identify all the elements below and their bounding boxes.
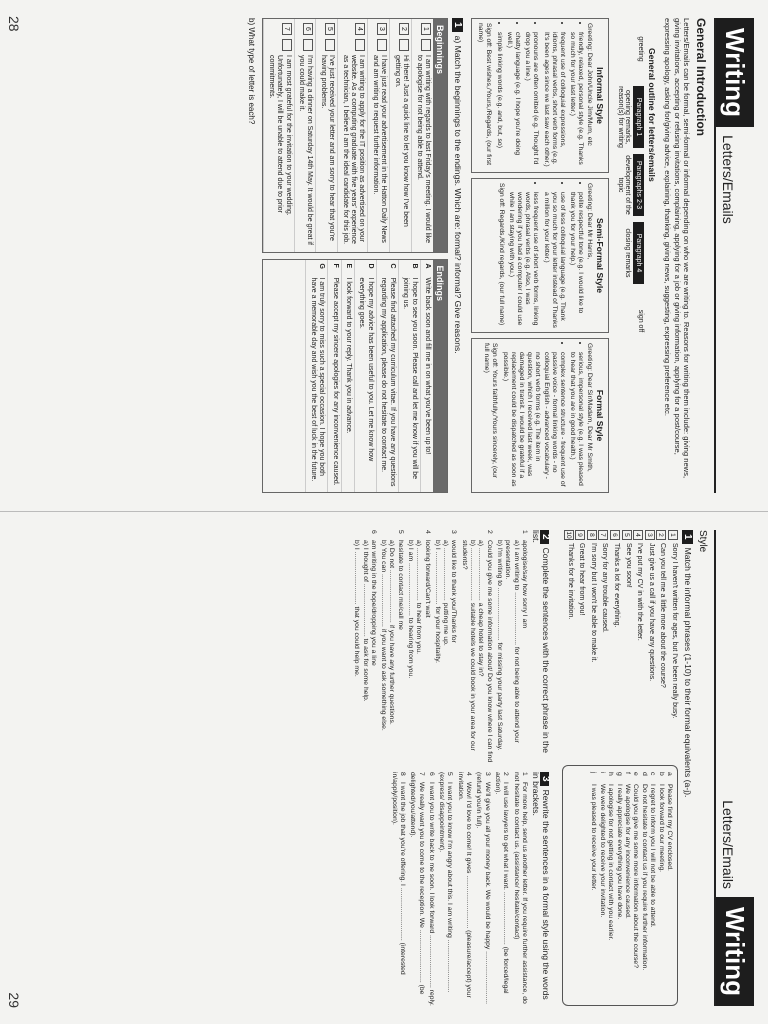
style-point: • serious, impersonal style (e.g. I was pleased to hear that you are in good health.) xyxy=(568,352,584,488)
equivalent-text: I really appreciate everything you have done. xyxy=(615,784,623,920)
exercise-2 xyxy=(350,530,554,764)
equivalent-item xyxy=(589,772,597,999)
style-points xyxy=(494,23,584,168)
equivalent-item xyxy=(639,772,647,999)
exercise-3 xyxy=(350,772,554,1006)
rewrite-task[interactable] xyxy=(493,772,510,1006)
equivalent-item xyxy=(614,772,622,999)
style-greeting: Greeting: Dear Sir/Madam, Dear Mr Smith, xyxy=(585,343,593,472)
outline-text: development of the topic xyxy=(616,155,631,215)
equivalent-letter: j xyxy=(590,772,598,774)
task-prompt: looking forward/Can't wait xyxy=(423,540,431,618)
style-point: • simple linking words (e.g. and, but, so) xyxy=(494,32,502,168)
exercise-number: 2 xyxy=(540,530,549,544)
exercise-1b-question: b) What type of letter is each? xyxy=(247,18,257,125)
phrase-item xyxy=(645,530,655,757)
completion-task xyxy=(495,530,528,764)
task-number: 5 xyxy=(396,530,404,534)
phrase-number[interactable]: 10 xyxy=(564,531,572,539)
task-number: 6 xyxy=(369,530,377,534)
style-point: • polite respectful tone (e.g. I would like to thank you for your help.) xyxy=(568,192,584,328)
rewrite-task[interactable] xyxy=(474,772,491,1006)
item-letter: C xyxy=(388,263,396,269)
task-number: 4 xyxy=(465,772,473,776)
rewrite-task[interactable] xyxy=(427,772,435,1006)
task-sentence-a[interactable]: a) ............................ to hear from you. xyxy=(415,540,423,655)
task-text: I want you to know I'm angry about this. I am writing ............................ (express/ disappointment). xyxy=(438,772,454,993)
item-letter: B xyxy=(410,263,418,269)
task-sentence-b[interactable]: b) I'm writing to ............................ for missing your party last Saturday. xyxy=(495,540,503,751)
outline-arrow: Paragraph 1 xyxy=(633,86,644,148)
equivalent-letter: e xyxy=(632,772,640,776)
intro-text: Letters/Emails can be formal, semi-formal or informal depending on who we are writing to. Reasons for writing them include: giving news, giving invitations, accepting or refusing invitations, complaining, applying for a job or giving information, applying for a post/course, expressing apology, asking for/giving advice, explaining, thanking, giving news, suggesting, expressing preference etc. xyxy=(663,18,691,479)
phrase-number[interactable]: 3 xyxy=(645,530,655,540)
equivalent-text: I regret to inform you I will not be able to attend. xyxy=(649,784,657,928)
exercise-number: 3 xyxy=(540,772,549,786)
answer-box[interactable] xyxy=(282,39,292,51)
exercise-instruction: a) Match the beginnings to the endings. Which are: formal? informal? Give reasons. xyxy=(452,35,463,354)
style-point: • less frequent use of short verb forms, linking words, phrasal verbs (e.g. Also, I was wondering if you had a computer I could use while I am staying with you.) xyxy=(507,192,540,328)
ending-item xyxy=(376,260,398,493)
task-prompt: am writing in the hope/dropping you a line xyxy=(369,540,377,666)
equivalent-text: Could you give me some more information about the course? xyxy=(632,784,640,968)
style-greeting: Greeting: Dear Mr Harris, xyxy=(585,183,593,260)
exercises-2-3 xyxy=(350,530,554,1006)
beginnings-header: Beginnings xyxy=(433,19,447,252)
answer-box[interactable] xyxy=(377,39,387,51)
equivalent-letter: i xyxy=(598,772,606,774)
section-badge: Writing xyxy=(716,18,754,127)
equivalent-letter: a xyxy=(666,772,673,776)
answer-box[interactable] xyxy=(356,39,366,51)
exercise-number: 1 xyxy=(682,530,693,544)
task-prompt: Could you give me some information about/ Do you know where I can find xyxy=(485,540,493,763)
phrase-item xyxy=(633,530,643,757)
task-sentence-b[interactable]: b) You can ............................ if you want to ask something else. xyxy=(380,540,388,731)
task-number: 6 xyxy=(427,772,435,776)
phrase-item xyxy=(610,530,620,757)
style-point: • frequent use of colloquial expressions, idioms, phrasal verbs, short verb forms (e.g. It's been ages since we last saw each other.) xyxy=(541,32,566,168)
phrase-text: Just give us a call if you have any questions. xyxy=(647,543,655,682)
style-title: Semi-Formal Style xyxy=(594,218,605,293)
style-points xyxy=(500,343,584,488)
task-number: 5 xyxy=(446,772,454,776)
equivalent-item xyxy=(648,772,656,999)
beginning-item xyxy=(263,19,293,252)
style-points xyxy=(507,183,585,328)
task-prompt: apologise/say how sorry I am xyxy=(520,540,528,629)
equivalent-text: Please find my CV enclosed. xyxy=(666,784,673,871)
item-number: 3 xyxy=(377,23,387,35)
endings-column xyxy=(262,259,448,494)
equivalent-text: I look forward to our meeting. xyxy=(657,784,665,873)
style-title: Informal Style xyxy=(594,67,605,124)
task-sentence-a[interactable]: a) I am writing to ............................ for not being able to attend your presentation. xyxy=(504,540,520,743)
beginning-item xyxy=(315,19,337,252)
task-number: 2 xyxy=(485,530,493,534)
phrase-number[interactable]: 7 xyxy=(598,530,608,540)
style-point: • chatty language (e.g. I hope you're doing well.) xyxy=(505,32,521,168)
task-number: 2 xyxy=(502,772,510,776)
exercise-2-heading xyxy=(532,530,550,764)
task-sentence-a[interactable]: a) Do not ............................ if you have any further questions. xyxy=(388,540,396,725)
page-number: 28 xyxy=(6,16,22,32)
phrase-number[interactable]: 1 xyxy=(668,530,678,540)
equivalent-item xyxy=(597,772,605,999)
task-text: For more help, send us another letter. If you require further assistance, do not hesitate to contact us. (assistance/ hesitate/contact) xyxy=(512,772,528,1004)
task-text: I will use lawyers to get what I want. ............................ (be forced/legal action). xyxy=(493,772,510,994)
item-number: 4 xyxy=(356,23,366,35)
item-text: I'm having a dinner on Saturday 14th May. It would be great if you could make it. xyxy=(298,55,314,245)
matching-exercise xyxy=(262,18,448,493)
phrase-item xyxy=(622,530,632,757)
item-number: 5 xyxy=(325,23,335,35)
rewrite-task[interactable] xyxy=(437,772,454,1006)
rewrite-task[interactable] xyxy=(408,772,425,1006)
formal-equivalents-box xyxy=(562,765,678,1006)
phrase-text: Great to hear from you! xyxy=(578,543,586,616)
task-number: 3 xyxy=(483,772,491,776)
task-text: We really want you to come to the reception. We ............................ (be delighted/you/attend). xyxy=(409,772,425,995)
style-point: • pronouns are often omitted (e.g. Thought I'd drop you a line.) xyxy=(523,32,539,168)
outline-text: closing remarks xyxy=(623,228,631,278)
outline-cell xyxy=(624,222,644,284)
ending-item xyxy=(327,260,340,493)
phrase-text: Thanks a lot for everything. xyxy=(613,543,621,628)
endings-header: Endings xyxy=(433,260,447,493)
outline-arrow: Paragraph 4 xyxy=(633,222,644,284)
phrase-item xyxy=(598,530,608,757)
phrase-number[interactable]: 2 xyxy=(656,530,666,540)
beginnings-column xyxy=(262,18,448,253)
item-letter: F xyxy=(331,263,339,268)
rewrite-task[interactable] xyxy=(456,772,473,1006)
task-text: Wow! I'd love to come! It gives ............................ (pleasure/accept) your invitation. xyxy=(456,772,473,998)
phrase-number[interactable]: 9 xyxy=(575,530,585,540)
section-badge: Writing xyxy=(716,897,754,1006)
item-text: I am writing to apply for the IT position as advertised on your website. As a computing graduate with five years' experience as a technician, I believe I am the ideal candidate for this job. xyxy=(341,55,366,245)
equivalent-text: We apologise for any inconvenience caused. xyxy=(623,784,631,919)
beginning-item xyxy=(294,19,316,252)
style-point: • use of less colloquial language (e.g. Thank you so much for your letter instead of Thanks a million for your letter.) xyxy=(541,192,566,328)
phrase-number[interactable]: 5 xyxy=(622,530,632,540)
outline-title: General outline for letters/emails xyxy=(646,48,657,182)
completion-task xyxy=(379,530,404,764)
completion-task xyxy=(433,530,458,764)
equivalent-item xyxy=(623,772,631,999)
item-letter: D xyxy=(366,263,374,269)
phrase-text: Sorry for any trouble caused. xyxy=(601,543,609,633)
phrase-text: Thanks for the invitation. xyxy=(566,543,574,620)
informal-style-box xyxy=(471,18,609,173)
task-sentence-b[interactable]: b) ............................ suitable hotels we could book in your area for our students? xyxy=(460,540,477,751)
equivalent-item xyxy=(656,772,664,999)
item-text: Hi there! Just a quick line to let you know how I've been getting on. xyxy=(393,55,410,227)
task-sentence-a[interactable]: a) ............................ putting me up. xyxy=(442,540,450,646)
phrase-number[interactable]: 8 xyxy=(587,530,597,540)
exercise-1-heading xyxy=(452,18,463,493)
completion-task xyxy=(460,530,493,764)
phrase-number[interactable]: 4 xyxy=(633,530,643,540)
task-sentence-a[interactable]: a) ............................ a cheap hotel to stay in? xyxy=(477,540,485,677)
phrase-item xyxy=(564,530,574,757)
outline-text: greeting xyxy=(636,36,644,62)
style-signoff: Sign off: Best wishes,/Yours,/Regards, (our first name) xyxy=(477,23,493,166)
task-number: 4 xyxy=(423,530,431,534)
style-greeting: Greeting: Dear John/Uncle Jim/Mum, etc xyxy=(585,23,593,146)
item-text: I hope to see you soon. Please call and let me know if you will be joining us. xyxy=(402,277,418,480)
outline-text: sign off xyxy=(636,309,644,333)
rewrite-task[interactable] xyxy=(511,772,528,1006)
style-signoff: Sign off: Yours faithfully,/Yours sincerely, (our full name) xyxy=(483,343,499,479)
beginning-item xyxy=(368,19,390,252)
item-number: 2 xyxy=(399,23,409,35)
task-number: 1 xyxy=(520,772,528,776)
outline-cell xyxy=(637,290,644,352)
outline-arrow: Paragraphs 2-3 xyxy=(633,154,644,216)
ending-item xyxy=(341,260,354,493)
task-sentence-b[interactable]: b) I ............................ for your hospitality. xyxy=(433,540,441,664)
equivalent-text: I apologise for not getting in contact with you earlier. xyxy=(607,784,615,941)
equivalent-letter: d xyxy=(640,772,648,776)
answer-box[interactable] xyxy=(325,39,335,51)
phrase-text: I've put my CV in with the letter. xyxy=(636,543,644,641)
answer-box[interactable] xyxy=(421,39,431,51)
page-29 xyxy=(0,512,768,1024)
exercise-number: 1 xyxy=(452,18,463,32)
equivalent-text: I was pleased to receive your letter. xyxy=(590,784,598,891)
exercise-3-heading xyxy=(532,772,550,1006)
answer-box[interactable] xyxy=(303,39,313,51)
style-comparison xyxy=(471,18,609,493)
phrase-text: Sorry I haven't written for ages, but I've been really busy. xyxy=(671,543,678,719)
style-point: • friendly, relaxed, personal style (e.g. Thanks so much for your last letter.) xyxy=(568,32,584,168)
phrase-item xyxy=(668,530,678,757)
item-text: I hope my advice has been useful to you. Let me know how everything goes. xyxy=(358,277,374,462)
phrase-text: I'm sorry but I won't be able to make it. xyxy=(589,543,597,663)
style-heading: Style xyxy=(697,530,708,553)
exercise-instruction: Rewrite the sentences in a formal style using the words in brackets. xyxy=(531,772,552,1000)
beginning-item xyxy=(411,19,433,252)
item-text: Write back soon and fill me in on what you've been up to! xyxy=(423,277,431,455)
formal-style-box xyxy=(471,338,609,493)
rewrite-task[interactable] xyxy=(389,772,406,1006)
task-sentence-b[interactable]: b) I ............................ that you could help me. xyxy=(353,540,361,677)
item-text: I am writing with regards to last Friday's meeting. I would like to apologise for not being able to attend. xyxy=(415,55,431,244)
equivalent-letter: h xyxy=(607,772,615,776)
section-title: Letters/Emails xyxy=(720,135,736,224)
outline-cell xyxy=(617,86,644,148)
outline-text: opening remarks, reason(s) for writing xyxy=(616,86,631,148)
exercise-1-heading xyxy=(682,530,693,1006)
task-sentence-a[interactable]: a) I thought of ............................ to ask for some help. xyxy=(361,540,369,702)
completion-task xyxy=(406,530,431,764)
task-number: 1 xyxy=(520,530,528,534)
exercise-instruction: Match the informal phrases (1-10) to their formal equivalents (a-j). xyxy=(683,547,693,798)
phrase-text: See you soon! xyxy=(624,543,632,588)
ending-item xyxy=(305,260,327,493)
equivalent-item xyxy=(665,772,673,999)
item-letter: E xyxy=(345,263,353,269)
item-text: I have just read your advertisement in the Hatton Daily News and am writing to request further information. xyxy=(371,55,388,243)
task-text: I want you to write back to me soon. I look forward ............................ reply. xyxy=(427,782,435,1006)
page-header xyxy=(714,18,754,493)
equivalent-item xyxy=(606,772,614,999)
equivalent-letter: c xyxy=(649,772,657,776)
item-text: I am most grateful for the invitation to your wedding. Unfortunately, I will be unable to attend due to prior commitments. xyxy=(267,55,292,216)
phrase-item xyxy=(575,530,585,757)
outline-cell xyxy=(637,18,644,80)
ending-item xyxy=(420,260,433,493)
item-text: Please accept my sincere apologies for any inconvenience caused. xyxy=(331,277,339,486)
equivalent-letter: f xyxy=(623,772,631,774)
style-signoff: Sign off: Regards,/Kind regards, (our full name) xyxy=(497,183,505,326)
task-sentence-b[interactable]: b) I am ............................ to hearing from you. xyxy=(407,540,415,679)
task-text: I want the job that you're offering. I ............................ (interested in/apply/position). xyxy=(390,772,407,975)
exercise-instruction: Complete the sentences with the correct phrase in the list. xyxy=(531,530,552,753)
item-text: I am truly sorry to miss such a special occasion. I hope you both have a memorable day and wish you the best of luck in the future. xyxy=(309,277,326,482)
style-point: • complex sentence structure - frequent use of passive voice - formal linking words - no colloquial English - advanced vocabulary - no short verb forms (e.g. The item in question, which I received last week, was damaged in transit. I would be grateful if a replacement could be dispatched as soon as possible.) xyxy=(500,352,566,488)
phrase-matching xyxy=(562,530,678,1006)
item-text: Please find attached my curriculum vitae. If you have any questions regarding my application, please do not hesitate to contact me. xyxy=(380,277,396,487)
task-number: 8 xyxy=(399,772,407,776)
answer-box[interactable] xyxy=(399,39,409,51)
equivalent-item xyxy=(631,772,639,999)
task-number: 3 xyxy=(450,530,458,534)
phrase-item xyxy=(587,530,597,757)
outline-cell xyxy=(617,154,644,216)
item-letter: G xyxy=(318,263,326,269)
equivalent-letter: b xyxy=(657,772,665,776)
page-header xyxy=(714,530,754,1006)
task-prompt: would like to thank you/Thanks for xyxy=(450,540,458,643)
task-number: 7 xyxy=(417,772,425,776)
beginning-item xyxy=(389,19,411,252)
item-number: 1 xyxy=(421,23,431,35)
phrase-item xyxy=(656,530,666,757)
outline-row xyxy=(617,18,644,493)
task-prompt: hesitate to contact me/call me xyxy=(396,540,404,630)
section-title: Letters/Emails xyxy=(720,800,736,889)
item-number: 6 xyxy=(303,23,313,35)
item-text: I look forward to your reply. Thank you in advance. xyxy=(345,277,353,434)
ending-item xyxy=(354,260,376,493)
beginning-item xyxy=(337,19,367,252)
item-text: I've just received your letter and am sorry to hear that you're having problems. xyxy=(319,55,336,241)
equivalent-letter: g xyxy=(615,772,623,776)
phrase-text: Can you tell me a little more about the course? xyxy=(659,543,667,688)
style-title: Formal Style xyxy=(594,389,605,442)
equivalent-text: Do not hesitate to contact us if you require further information. xyxy=(640,784,648,971)
task-text: We'll give you all your money back. We would be happy ............................ (refund you/in full). xyxy=(475,772,491,1005)
equivalent-text: We were delighted to receive your invitation. xyxy=(598,784,606,918)
informal-phrases xyxy=(562,530,678,757)
ending-item xyxy=(398,260,420,493)
semi-formal-style-box xyxy=(471,178,609,333)
phrase-number[interactable]: 6 xyxy=(610,530,620,540)
item-letter: A xyxy=(423,263,431,269)
item-number: 7 xyxy=(282,23,292,35)
page-number: 29 xyxy=(6,992,22,1008)
completion-task xyxy=(352,530,377,764)
intro-title: General Introduction xyxy=(694,18,708,137)
